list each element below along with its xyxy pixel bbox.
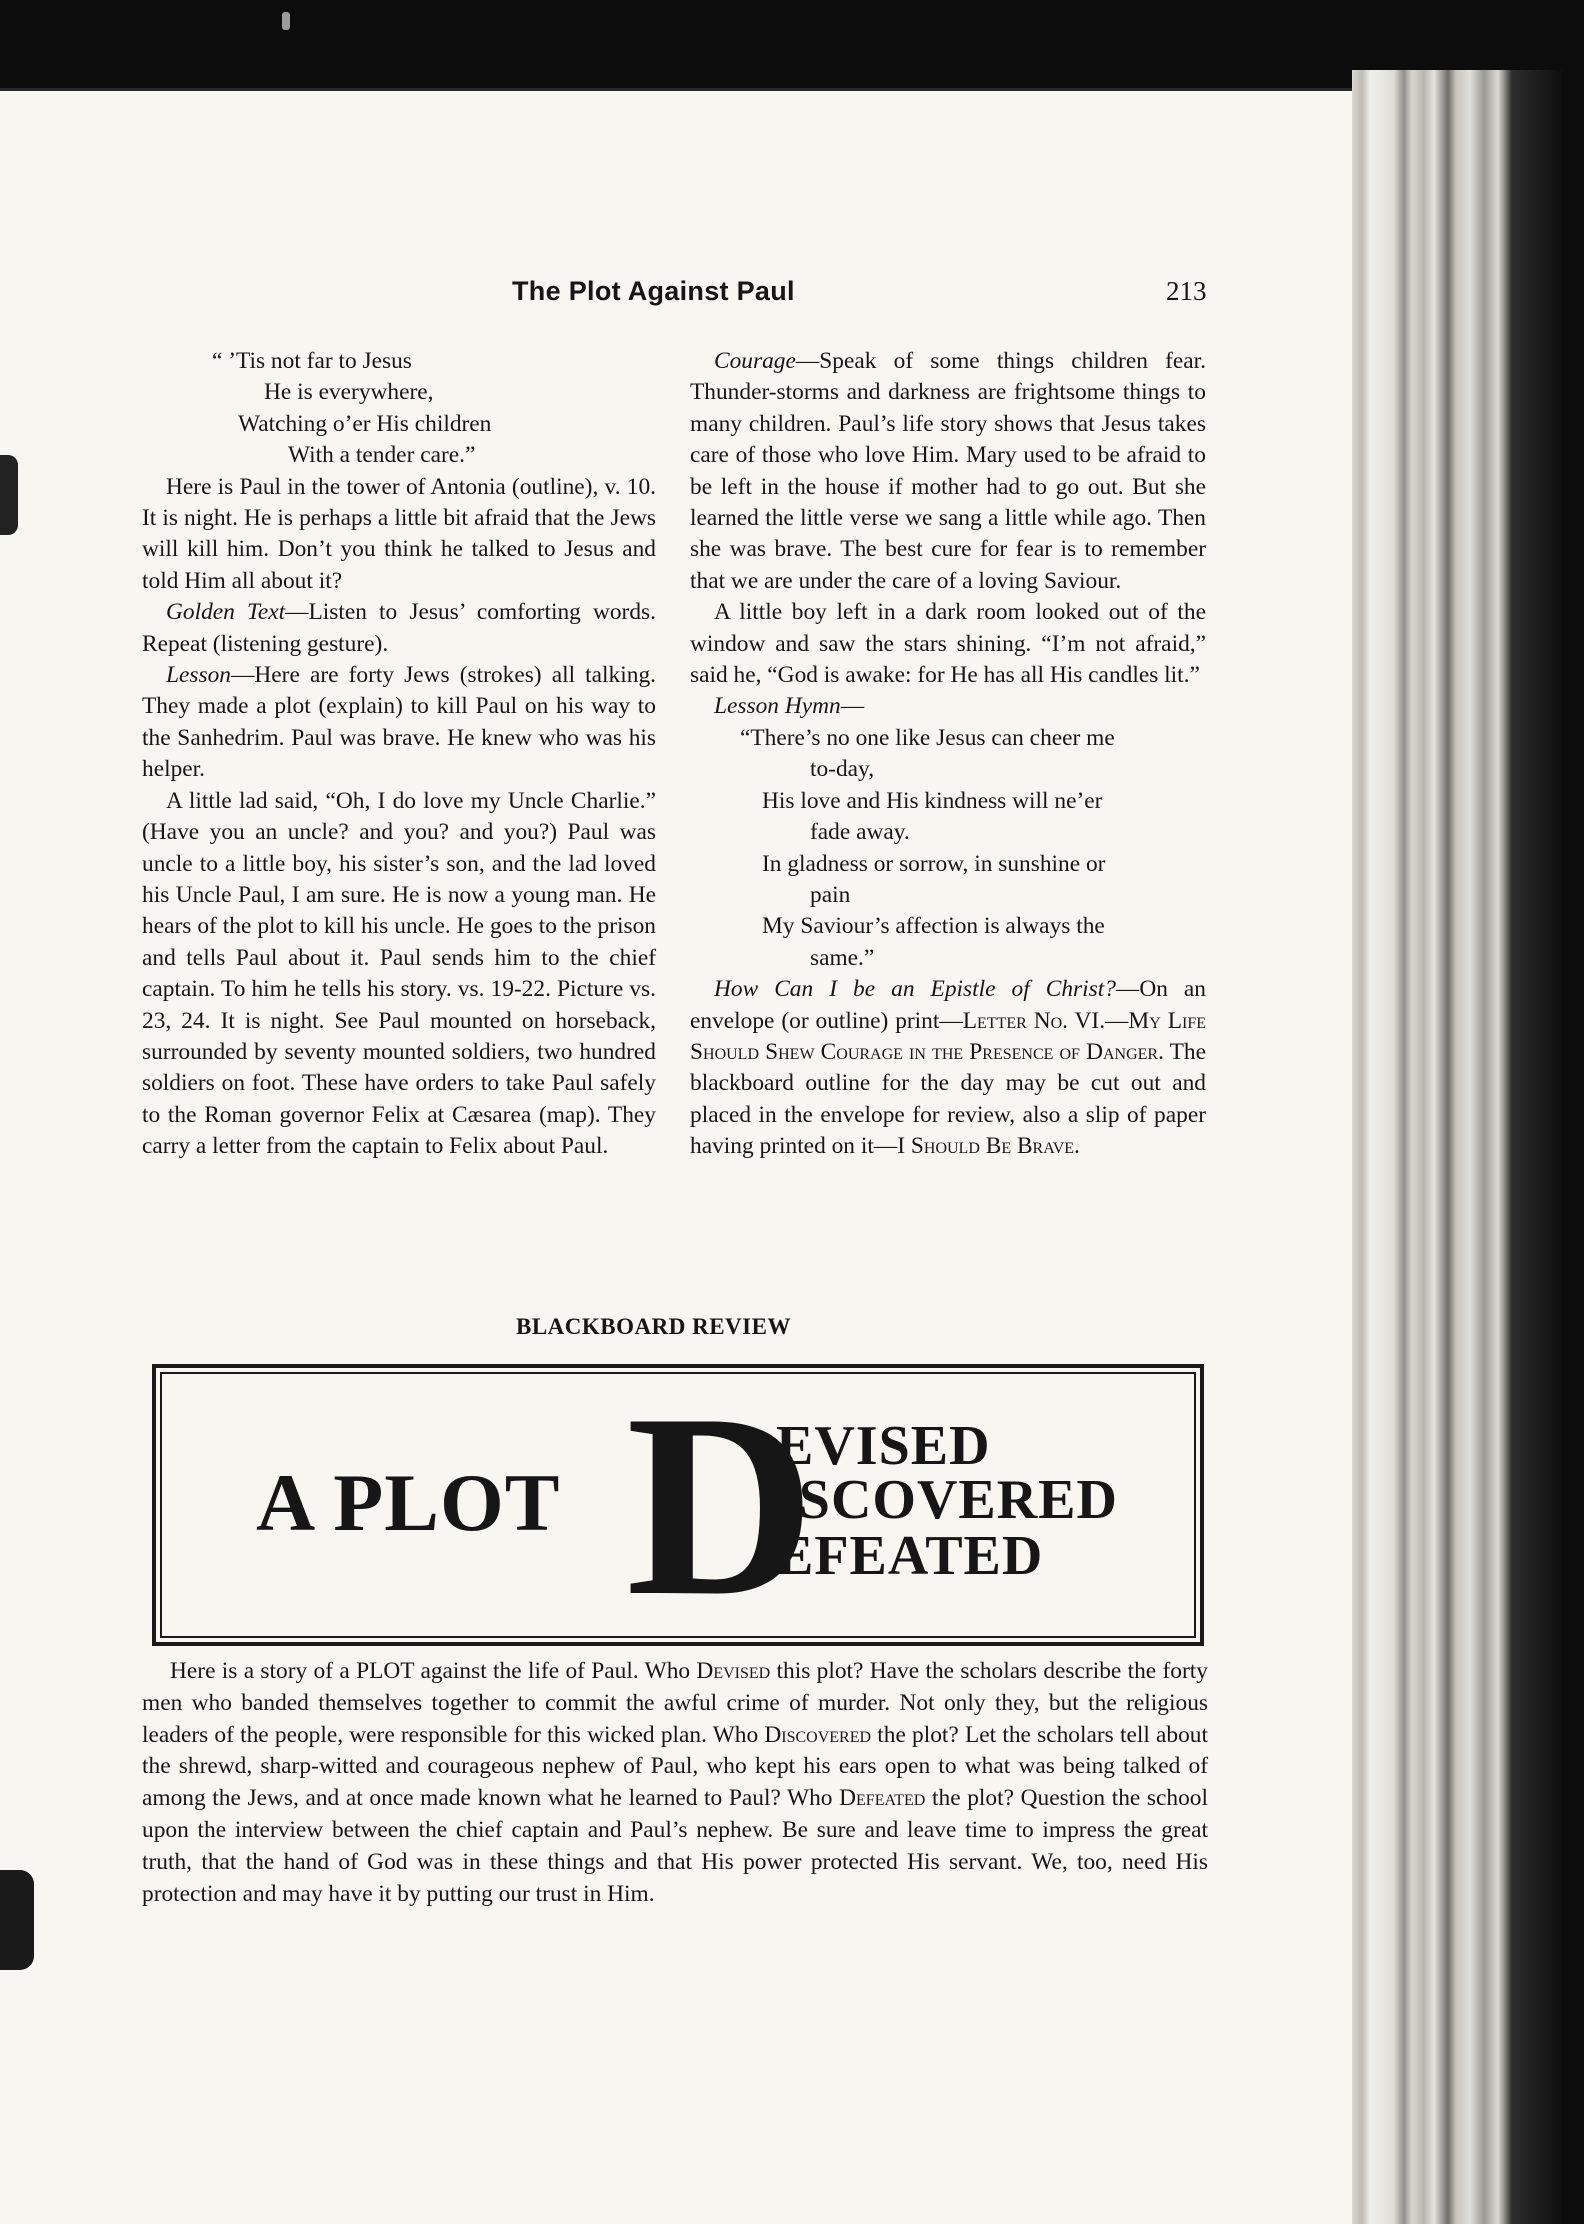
hymn-line: “There’s no one like Jesus can cheer me — [740, 724, 1115, 751]
review-caps-defeated: Defeated — [839, 1785, 926, 1812]
hymn-line: fade away. — [810, 819, 910, 846]
golden-text-body: —Listen to Jesus’ comforting words. Repeat (listening gesture). — [142, 599, 656, 657]
lesson-label: Lesson — [166, 662, 231, 689]
paragraph-lesson — [142, 660, 656, 786]
opening-verse — [142, 346, 656, 472]
blackboard-word-defeated: EFEATED — [776, 1525, 1044, 1587]
lesson-hymn-heading — [690, 691, 1206, 722]
epistle-body: —On an envelope (or outline) print— — [690, 976, 1206, 1034]
blackboard-outline — [152, 1360, 1204, 1650]
review-text-part: the plot? Let the scholars tell about the shrewd, sharp-witted and courageous nephew of Paul, who kept his ears open to what was being talked of among the Jews, and at once made known what he learned to Paul? Who — [142, 1721, 1208, 1812]
epistle-body-cont: The blackboard outline for the day may be cut out and placed in the envelope for review, also a slip of paper having printed on it— — [690, 1038, 1206, 1160]
right-column — [690, 346, 1206, 1163]
lesson-hymn-dash: — — [840, 693, 865, 720]
paragraph-courage — [690, 346, 1206, 597]
verse-line: “ ’Tis not far to Jesus — [212, 348, 412, 374]
hymn-line: His love and His kindness will ne’er — [762, 787, 1103, 814]
review-text-part: this plot? Have the scholars describe the forty men who banded themselves together to commit the awful crime of murder. Not only they, but the religious leaders of the people, were responsible for this wicked plan. Who — [142, 1658, 1208, 1748]
review-text — [142, 1656, 1208, 1910]
book-page-edges — [1352, 70, 1562, 2224]
verse-line: Watching o’er His children — [238, 410, 492, 437]
courage-body: —Speak of some things children fear. Thunder-storms and darkness are frightsome things to many children. Paul’s life story shows that Jesus takes care of those who love Him. Mary used to be afraid to be left in the house if mother had to go out. But she learned the little verse we sang a little while ago. Then she was brave. The best cure for fear is to remember that we are under the care of a loving Saviour. — [690, 348, 1206, 594]
paragraph-uncle: A little lad said, “Oh, I do love my Uncle Charlie.” (Have you an uncle? and you? and you?) Paul was uncle to a little boy, his sister’s son, and the lad loved his Uncle Paul, I am sure. He is now a young man. He hears of the plot to kill his uncle. He goes to the prison and tells Paul about it. Paul sends him to the chief captain. To him he tells his story. vs. 19-22. Picture vs. 23, 24. It is night. See Paul mounted on horseback, surrounded by seventy mounted soldiers, two hundred soldiers on foot. These have orders to take Paul safely to the Roman governor Felix at Cæsarea (map). They carry a letter from the captain to Felix about Paul. — [142, 787, 656, 1160]
paragraph-little-boy: A little boy left in a dark room looked out of the window and saw the stars shining. “I’m not afraid,” said he, “God is awake: for He has all His candles lit.” — [690, 599, 1206, 689]
epistle-slip-text: I Should Be Brave. — [897, 1133, 1080, 1160]
hymn-line: My Saviour’s affection is always the — [762, 913, 1105, 940]
binding-hole — [0, 455, 18, 535]
verse-line: With a tender care.” — [288, 442, 476, 469]
review-text-part: Here is a story of a PLOT against the life of Paul. Who — [170, 1658, 697, 1684]
hymn-line: In gladness or sorrow, in sunshine or — [762, 850, 1106, 877]
page-number: 213 — [1166, 276, 1207, 306]
review-paragraph — [142, 1656, 1208, 1910]
paragraph-golden-text — [142, 597, 656, 660]
binding-hole — [0, 1870, 34, 1970]
tack-mark — [282, 12, 290, 30]
blackboard-plot-text: A PLOT — [256, 1457, 561, 1548]
lesson-body: —Here are forty Jews (strokes) all talking. They made a plot (explain) to kill Paul on his way to the Sanhedrim. Paul was brave. He knew who was his helper. — [142, 662, 656, 783]
review-caps-devised: Devised — [696, 1658, 771, 1684]
review-text-part: the plot? Question the school upon the interview between the chief captain and Paul’s nephew. Be sure and leave time to impress the great truth, that the hand of God was in these things and that His power protected His servant. We, too, need His protection and may have it by putting our trust in Him. — [142, 1785, 1208, 1907]
blackboard-review-heading: BLACKBOARD REVIEW — [516, 1314, 791, 1339]
epistle-letter: Letter No. VI.—My Life Should Shew Courage in the Presence of Danger. — [690, 1007, 1206, 1065]
hymn-line: same.” — [810, 944, 875, 971]
epistle-label: How Can I be an Epistle of Christ? — [714, 976, 1116, 1003]
courage-label: Courage — [714, 348, 796, 374]
hymn-line: to-day, — [810, 756, 875, 783]
golden-text-label: Golden Text — [166, 599, 286, 626]
paragraph-epistle — [690, 974, 1206, 1162]
blackboard-word-discovered: ISCOVERED — [776, 1469, 1118, 1531]
running-title: The Plot Against Paul — [512, 276, 795, 306]
blackboard-big-letter: D — [626, 1360, 816, 1650]
review-caps-discovered: Discovered — [764, 1721, 872, 1748]
verse-line: He is everywhere, — [264, 379, 434, 406]
paragraph-tower: Here is Paul in the tower of Antonia (outline), v. 10. It is night. He is perhaps a little bit afraid that the Jews will kill him. Don’t you think he talked to Jesus and told Him all about it? — [142, 473, 656, 594]
lesson-hymn-label: Lesson Hymn — [714, 693, 841, 720]
blackboard-word-devised: EVISED — [776, 1415, 991, 1477]
hymn-line: pain — [810, 881, 851, 908]
lesson-hymn — [690, 723, 1206, 974]
left-column — [142, 346, 656, 1163]
